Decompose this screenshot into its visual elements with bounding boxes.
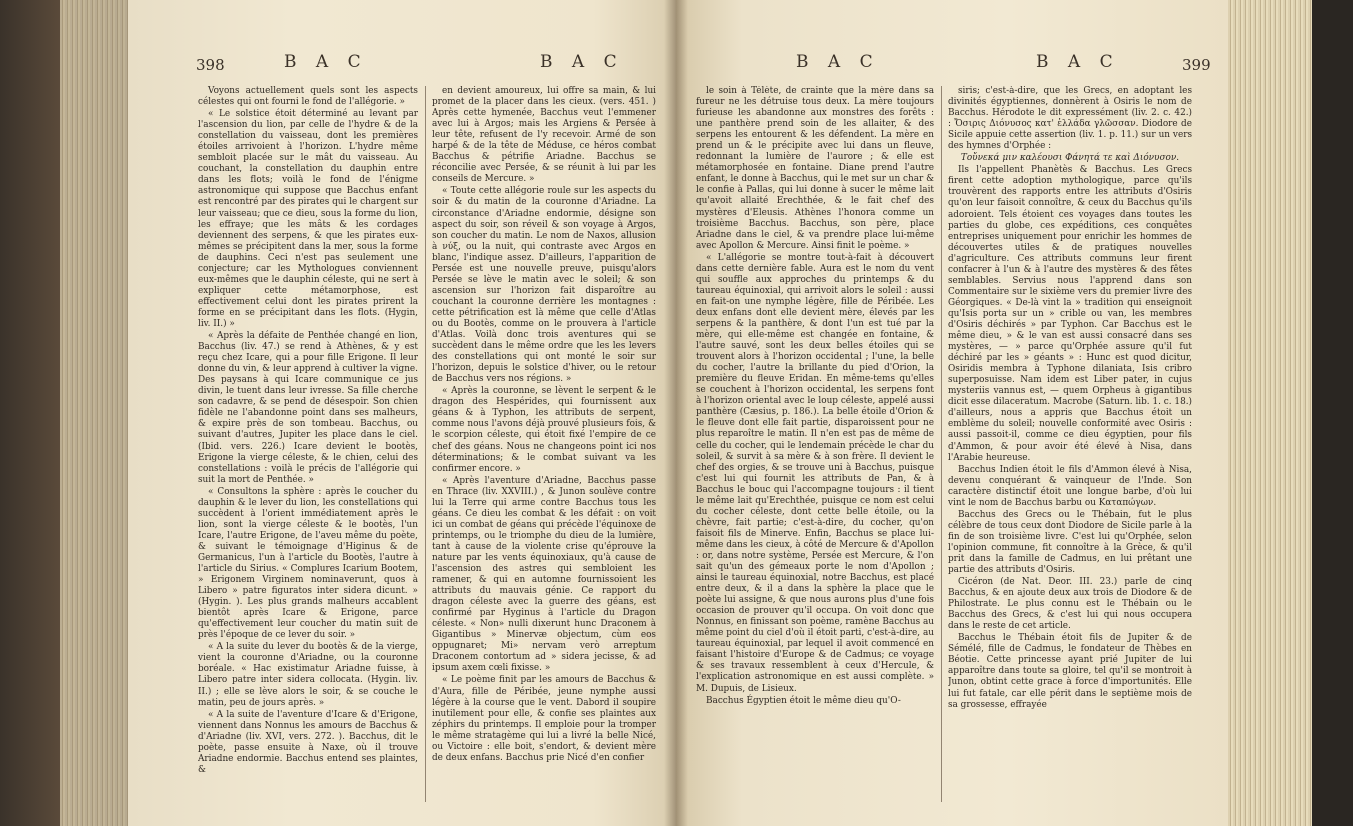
paragraph: « Toute cette allégorie roule sur les aspects du soir & du matin de la couronne d'Ariadne. La circonstance d'Ariadne endormie, désigne son aspect du soir, son réveil & son voyage à Argos, son coucher du matin. Le nom de Naxos, allusion à νύξ, ou la nuit, qui contraste avec Argos en blanc, l'indique assez. D'ailleurs, l'apparition de Persée est une nouvelle preuve, puisqu'alors Persée se lève le matin avec le soleil; & son ascension sur l'horizon fait disparoître au couchant la couronne derrière les montagnes : cette pétrification est là même que celle d'Atlas ou du Bootès, comme on le prouvera à l'article d'Atlas. Voilà donc trois aventures qui se succèdent dans le même ordre que les les levers des constellations qui ont monté le soir sur l'horizon, depuis le solstice d'hiver, ou le retour de Bacchus vers nos régions. » xyxy=(432,186,656,385)
column-rule xyxy=(941,86,942,802)
paragraph: « Après l'aventure d'Ariadne, Bacchus passe en Thrace (liv. XXVIII.) , & Junon soulève contre lui la Terre qui arme contre Bacchus tous les géans. Ce dieu les combat & les défait : on voit ici un combat de géans qui précède l'équinoxe de printemps, ou le triomphe du dieu de la lumière, tant à cause de la violente crise qu'éprouve la nature par les vents équinoxiaux, qu'à cause de l'ascension des astres qui sembloient les ramener, & qui en automne fournissoient les attributs du mauvais génie. Ce rapport du dragon céleste avec la guerre des géans, est confirmé par Hyginus à l'article du Dragon céleste. « Non» nulli dixerunt hunc Draconem à Gigantibus » Minervæ objectum, cùm eos oppugnaret; Mi» nervam verò arreptum Draconem contortum ad » sidera jecisse, & ad ipsum axem cœli fixisse. » xyxy=(432,475,656,674)
running-head: B A C xyxy=(796,52,880,72)
paragraph: siris; c'est-à-dire, que les Grecs, en adoptant les divinités égyptiennes, donnèrent à Osiris le nom de Bacchus. Hérodote le dit expressément (liv. 2. c. 42.) : Ὄσιρις Διόνυσος κατ' ἑλλάδα γλῶσσαν. Diodore de Sicile appuie cette assertion (liv. 1. p. 11.) sur un vers des hymnes d'Orphée : xyxy=(948,86,1192,152)
paragraph: le soin à Télète, de crainte que la mère dans sa fureur ne les détruise tous deux. La mère toujours furieuse les abandonne aux monstres des forêts : une panthère prend soin de les allaiter, & des serpens les entourent & les défendent. La mère en prend un & le précipite avec lui dans un fleuve, redonnant la lumière de l'aurore ; & elle est métamorphosée en fontaine. Diane prend l'autre enfant, le donne à Bacchus, qui le met sur un char & le confie à Pallas, qui lui donne à sucer le même lait qu'avoit allaité Erechthée, & le fait chef des mystères d'Eleusis. Athènes l'honora comme un troisième Bacchus. Bacchus, son père, place Ariadne dans le ciel, & va prendre place lui-même avec Apollon & Mercure. Ainsi finit le poème. » xyxy=(696,86,934,251)
text-column-2 xyxy=(948,86,1192,808)
paragraph: « Consultons la sphère : après le coucher du dauphin & le lever du lion, les constellations qui succèdent à l'orient immédiatement après le lion, sont la vierge céleste & le bootès, l'un Icare, l'autre Erigone, de l'aveu même du poète, & suivant le témoignage d'Higinus & de Germanicus, l'un à l'article du Bootès, l'autre à l'article du Sirius. « Complures Icarium Bootem, » Erigonem Virginem nominaverunt, quos à Libero » patre figuratos inter sidera dicunt. » (Hygin. ). Les plus grands malheurs accablent bientôt après Icare & Erigone, parce qu'effectivement leur coucher du matin suit de près l'époque de ce lever du soir. » xyxy=(198,486,418,641)
left-page-edges xyxy=(60,0,128,826)
paragraph: Ils l'appellent Phanètès & Bacchus. Les Grecs firent cette adoption mythologique, parce qu'ils trouvèrent des rapports entre les attributs d'Osiris qu'on leur faisoit connoître, & ceux du Bacchus qu'ils adoroient. Tels étoient ces voyages dans toutes les parties du globe, ces expéditions, ces conquêtes entreprises uniquement pour enrichir les hommes de découvertes utiles & de pratiques nouvelles d'agriculture. Ces attributs communs leur firent confacrer à l'un & à l'autre des mystères & des fêtes semblables. Servius nous l'apprend dans son Commentaire sur le sixième vers du premier livre des Géorgiques. « De-là vint la » tradition qui enseignoit qu'Isis porta sur un » crible ou van, les membres d'Osiris déchirés » par Typhon. Car Bacchus est le même dieu, » & le van est aussi consacré dans ses mystères, — » parce qu'Orphée assure qu'il fut déchiré par les » géants » : Hunc est quod dicitur, Osiridis membra à Typhone dilaniata, Isis cribro superposuisse. Nam idem est Liber pater, in cujus mysteriis vannus est, — quem Orpheus à gigantibus dicit esse dilaceratum. Macrobe (Saturn. lib. 1. c. 18.) d'ailleurs, nous a appris que Bacchus étoit un emblème du soleil; nouvelle conformité avec Osiris : aussi passoit-il, comme ce dieu égyptien, pour fils d'Ammon, & pour avoir été élevé à Nisa, dans l'Arabie heureuse. xyxy=(948,165,1192,463)
paragraph: Voyons actuellement quels sont les aspects célestes qui ont fourni le fond de l'allégorie. » xyxy=(198,86,418,108)
paragraph: « L'allégorie se montre tout-à-fait à découvert dans cette dernière fable. Aura est le nom du vent qui souffle aux approches du printemps & du taureau équinoxial, qui arrivoit alors le soleil : aussi en fait-on une nymphe légère, fille de Péribée. Les deux enfans dont elle devient mère, élevés par les serpens & la panthère, & dont l'un est tué par la mère, qui elle-même est changée en fontaine, & l'autre sauvé, sont les deux belles étoiles qui se trouvent alors à l'horizon occidental ; l'une, la belle du cocher, l'autre la brillante du pied d'Orion, la première du fleuve Eridan. En même-tems qu'elles se couchent à l'horizon occidental, les serpens font à l'horizon oriental avec le loup céleste, appelé aussi panthère (Cæsius, p. 186.). La belle étoile d'Orion & le fleuve dont elle fait partie, disparoissent pour ne plus reparoître le matin. Il n'en est pas de même de celle du cocher, qui le lendemain précède le char du soleil, & survit à sa mère & à son frère. Il devient le chef des orgies, & se trouve uni à Bacchus, puisque c'est lui qui fournit les attributs de Pan, & à Bacchus le bouc qui l'accompagne toujours : il tient le même lait qu'Erechthée, puisque ce nom est celui du cocher céleste, dont cette belle étoile, ou la chèvre, fait partie; c'est-à-dire, du cocher, qu'on faisoit fils de Minerve. Enfin, Bacchus se place lui-même dans les cieux, à côté de Mercure & d'Apollon : or, dans notre système, Persée est Mercure, & l'on sait qu'un des gémeaux porte le nom d'Apollon ; ainsi le taureau équinoxial, notre Bacchus, est placé entre deux, & il a dans la sphère la place que le poète lui assigne, & que nous aurons plus d'une fois occasion de prouver qu'il occupa. On voit donc que Nonnus, en finissant son poème, ramène Bacchus au même point du ciel d'où il étoit parti, c'est-à-dire, au taureau équinoxial, par lequel il avoit commencé en faisant l'histoire d'Europe & de Cadmus; ce voyage & ses travaux ressemblent à ceux d'Hercule, & l'explication astronomique en est aussi complète. » M. Dupuis, de Lisieux. xyxy=(696,252,934,694)
page-number: 399 xyxy=(1182,56,1211,74)
column-rule xyxy=(425,86,426,802)
paragraph: « Le solstice étoit déterminé au levant par l'ascension du lion, par celle de l'hydre & de la constellation du vaisseau, dont les premières étoiles arrivoient à l'horizon. L'hydre même sembloit placée sur le mât du vaisseau. Au couchant, la constellation du dauphin entre dans les flots; voilà le fond de l'énigme astronomique qui suppose que Bacchus enfant est rencontré par des pirates qui le chargent sur leur vaisseau; que ce dieu, sous la forme du lion, les effraye; que les mâts & les cordages deviennent des serpens, & que les pirates eux-mêmes se précipitent dans la mer, sous la forme de dauphins. Ceci n'est pas seulement une conjecture; car les Mythologues conviennent eux-mêmes que le dauphin céleste, qui ne sert à expliquer cette métamorphose, est effectivement celui dont les pirates prirent la forme en se précipitant dans les flots. (Hygin, liv. II.) » xyxy=(198,109,418,329)
text-column-1 xyxy=(198,86,418,808)
paragraph: « A la suite de l'aventure d'Icare & d'Erigone, viennent dans Nonnus les amours de Bacchus & d'Ariadne (liv. XVI, vers. 272. ). Bacchus, dit le poète, passe ensuite à Naxe, où il trouve Ariadne endormie. Bacchus entend ses plaintes, & xyxy=(198,709,418,775)
running-head: B A C xyxy=(284,52,368,72)
text-column-1 xyxy=(696,86,934,808)
running-head: B A C xyxy=(1036,52,1120,72)
paragraph: « Après la couronne, se lèvent le serpent & le dragon des Hespérides, qui fournissent aux géans & à Typhon, les attributs de serpent, comme nous l'avons déjà prouvé plusieurs fois, & le scorpion céleste, qui étoit fixé l'empire de ce chef des géans. Nous ne changeons point ici nos déterminations; & le combat suivant va les confirmer encore. » xyxy=(432,386,656,474)
paragraph: « Après la défaite de Penthée changé en lion, Bacchus (liv. 47.) se rend à Athènes, & y est reçu chez Icare, qui a pour fille Erigone. Il leur donne du vin, & leur apprend à cultiver la vigne. Des paysans à qui Icare communique ce jus divin, le tuent dans leur ivresse. Sa fille cherche son cadavre, & se pend de désespoir. Son chien fidèle ne l'abandonne point dans ses malheurs, & expire près de son tombeau. Bacchus, ou suivant d'autres, Jupiter les place dans le ciel. (Ibid. vers. 226.) Icare devient le bootès, Erigone la vierge céleste, & le chien, celui des constellations : voilà le précis de l'allégorie qui suit la mort de Penthée. » xyxy=(198,331,418,485)
paragraph: Cicéron (de Nat. Deor. III. 23.) parle de cinq Bacchus, & en ajoute deux aux trois de Diodore & de Philostrate. Le plus connu est le Thébain ou le Bacchus des Grecs, & c'est lui qui nous occupera dans le reste de cet article. xyxy=(948,577,1192,632)
text-column-2 xyxy=(432,86,656,808)
paragraph: en devient amoureux, lui offre sa main, & lui promet de la placer dans les cieux. (vers. 451. ) Après cette hymenée, Bacchus veut l'emmener avec lui à Argos; mais les Argiens & Persée à leur tête, refusent de l'y recevoir. Armé de son harpé & de la tête de Méduse, ce héros combat Bacchus & pétrifie Ariadne. Bacchus se réconcilie avec Persée, & se réunit à lui par les conseils de Mercure. » xyxy=(432,86,656,185)
paragraph: Bacchus Indien étoit le fils d'Ammon élevé à Nisa, devenu conquérant & vainqueur de l'Inde. Son caractère distinctif étoit une longue barbe, d'où lui vint le nom de Bacchus barbu ou Καταπώγων. xyxy=(948,464,1192,508)
paragraph: Bacchus Égyptien étoit le même dieu qu'O- xyxy=(706,695,901,706)
paragraph: Bacchus des Grecs ou le Thébain, fut le plus célèbre de tous ceux dont Diodore de Sicile parle à la fin de son troisième livre. C'est lui qu'Orphée, selon l'opinion commune, fit connoître à la Grèce, & qu'il prit dans la famille de Cadmus, en lui prêtant une partie des attributs d'Osiris. xyxy=(948,509,1192,576)
book-gutter xyxy=(664,0,688,826)
left-page xyxy=(128,0,676,826)
right-page-edges xyxy=(1228,0,1312,826)
paragraph: « Le poème finit par les amours de Bacchus & d'Aura, fille de Péribée, jeune nymphe aussi légère à la course que le vent. Dabord il soupire inutilement pour elle, & confie ses plaintes aux zéphirs du printemps. Il emploie pour la tromper le même stratagème qui lui a livré la belle Nicé, ou Victoire : elle boit, s'endort, & devient mère de deux enfans. Bacchus prie Nicé d'en confier xyxy=(432,675,656,763)
paragraph: Bacchus le Thébain étoit fils de Jupiter & de Sémélé, fille de Cadmus, le fondateur de Thèbes en Béotie. Cette princesse ayant prié Jupiter de lui apparoître dans toute sa gloire, tel qu'il se montroit à Junon, obtint cette grace à force d'importunités. Elle lui fut fatale, car elle périt dans le septième mois de sa grossesse, effrayée xyxy=(948,633,1192,710)
paragraph: « A la suite du lever du bootès & de la vierge, vient la couronne d'Ariadne, ou la couronne boréale. « Hac existimatur Ariadne fuisse, à Libero patre inter sidera collocata. (Hygin. liv. II.) ; elle se lève alors le soir, & se couche le matin, peu de jours après. » xyxy=(198,642,418,708)
paragraph: Τοὔνεκά μιν καλέουσι Φάνητά τε καὶ Διόνυσον. xyxy=(960,153,1180,164)
page-number: 398 xyxy=(196,56,225,74)
running-head: B A C xyxy=(540,52,624,72)
right-page xyxy=(676,0,1228,826)
